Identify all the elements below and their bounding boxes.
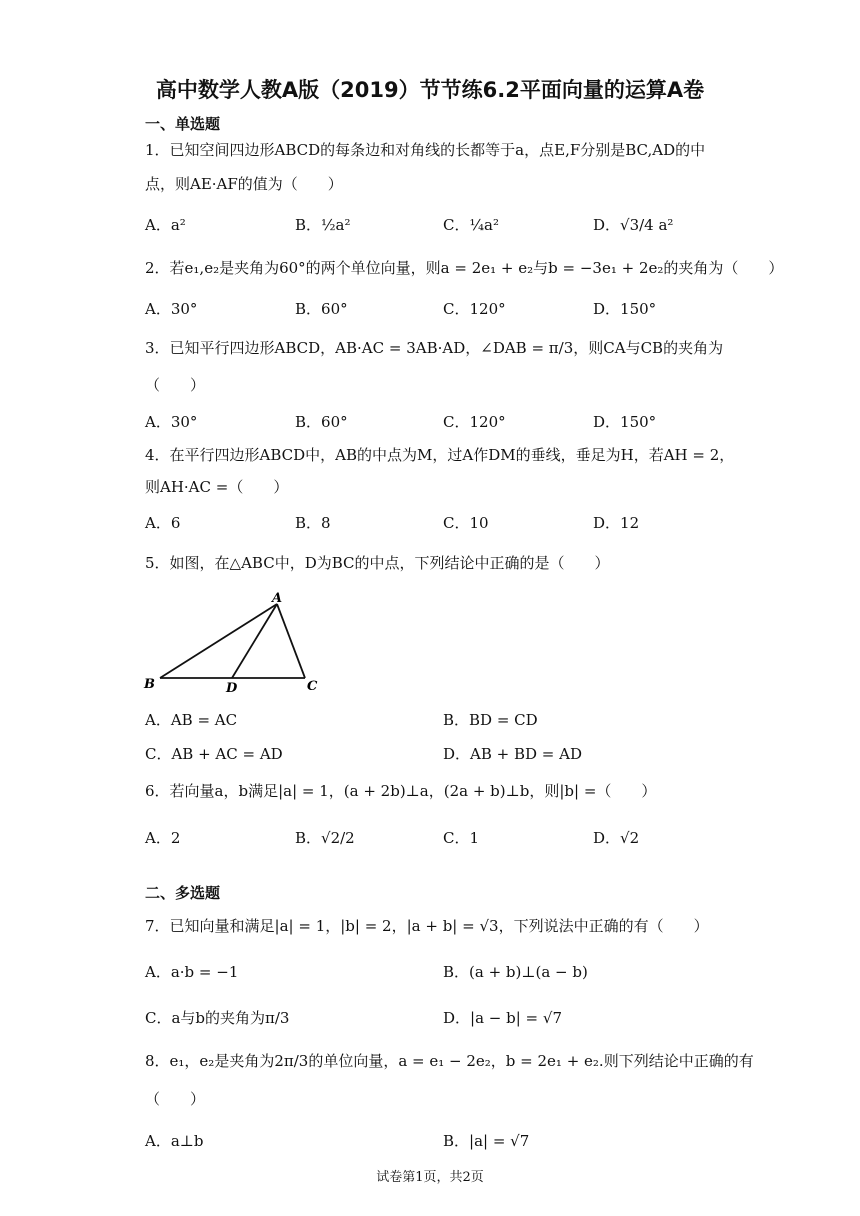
question-1-option-a: A．a² [145, 216, 186, 234]
question-5-option-b: B．BD = CD [443, 711, 538, 729]
point-label-d: D [226, 681, 238, 696]
question-1-option-c: C．¼a² [443, 216, 499, 234]
question-6-option-c: C．1 [443, 829, 480, 847]
question-4-line-1: 4．在平行四边形ABCD中，AB的中点为M，过A作DM的垂线，垂足为H，若AH = 2， [145, 446, 735, 464]
question-8-line-1: 8．e₁，e₂是夹角为2π/3的单位向量，a = e₁ − 2e₂，b = 2e₁ + e₂.则下列结论中正确的有 [145, 1052, 754, 1070]
question-4-option-a: A．6 [145, 514, 181, 532]
question-4-option-d: D．12 [593, 514, 640, 532]
median-ad [232, 604, 277, 678]
question-4-option-c: C．10 [443, 514, 489, 532]
question-2-option-c: C．120° [443, 300, 506, 318]
question-5-option-c: C．AB + AC = AD [145, 745, 283, 763]
question-7-line-1: 7．已知向量和满足|a| = 1，|b| = 2，|a + b| = √3，下列说法中正确的有（ ） [145, 917, 709, 935]
question-1-line-1: 1．已知空间四边形ABCD的每条边和对角线的长都等于a，点E,F分别是BC,AD的中 [145, 141, 706, 159]
question-3-option-c: C．120° [443, 413, 506, 431]
question-8-line-2: （ ） [145, 1090, 206, 1108]
question-3-option-a: A．30° [145, 413, 198, 431]
question-7-option-b: B．(a + b)⊥(a − b) [443, 963, 588, 981]
side-ac [277, 604, 305, 678]
question-3-option-d: D．150° [593, 413, 657, 431]
triangle-figure [140, 588, 330, 696]
section-heading-single: 一、单选题 [145, 115, 221, 133]
question-1-option-d: D．√3/4 a² [593, 216, 674, 234]
question-6-option-a: A．2 [145, 829, 181, 847]
question-2-option-d: D．150° [593, 300, 657, 318]
question-2-option-b: B．60° [295, 300, 348, 318]
question-2-option-a: A．30° [145, 300, 198, 318]
question-4-line-2: 则AH·AC =（ ） [145, 478, 289, 496]
vertex-label-a: A [272, 591, 283, 606]
triangle-lines [160, 604, 305, 678]
question-3-option-b: B．60° [295, 413, 348, 431]
question-7-option-c: C．a与b的夹角为π/3 [145, 1009, 290, 1027]
section-heading-multi: 二、多选题 [145, 884, 221, 902]
question-1-line-2: 点，则AE·AF的值为（ ） [145, 175, 343, 193]
question-7-option-a: A．a·b = −1 [145, 963, 239, 981]
side-ba [160, 604, 277, 678]
question-1-option-b: B．½a² [295, 216, 351, 234]
question-6-option-d: D．√2 [593, 829, 640, 847]
question-3-line-2: （ ） [145, 376, 206, 394]
question-7-option-d: D．|a − b| = √7 [443, 1009, 562, 1027]
question-4-option-b: B．8 [295, 514, 331, 532]
question-5-line-1: 5．如图，在△ABC中，D为BC的中点，下列结论中正确的是（ ） [145, 554, 610, 572]
vertex-label-c: C [307, 679, 318, 694]
question-5-option-a: A．AB = AC [145, 711, 238, 729]
question-8-option-a: A．a⊥b [145, 1132, 204, 1150]
question-6-option-b: B．√2/2 [295, 829, 355, 847]
vertex-label-b: B [144, 677, 155, 692]
page-title: 高中数学人教A版（2019）节节练6.2平面向量的运算A卷 [155, 78, 705, 102]
question-8-option-b: B．|a| = √7 [443, 1132, 530, 1150]
question-3-line-1: 3．已知平行四边形ABCD，AB·AC = 3AB·AD，∠DAB = π/3，则CA与CB的夹角为 [145, 339, 724, 357]
question-2-line-1: 2．若e₁,e₂是夹角为60°的两个单位向量，则a = 2e₁ + e₂与b = −3e₁ + 2e₂的夹角为（ ） [145, 259, 784, 277]
page-footer: 试卷第1页，共2页 [376, 1170, 484, 1185]
question-6-line-1: 6．若向量a，b满足|a| = 1，(a + 2b)⊥a，(2a + b)⊥b，则|b| =（ ） [145, 782, 657, 800]
question-5-option-d: D．AB + BD = AD [443, 745, 582, 763]
